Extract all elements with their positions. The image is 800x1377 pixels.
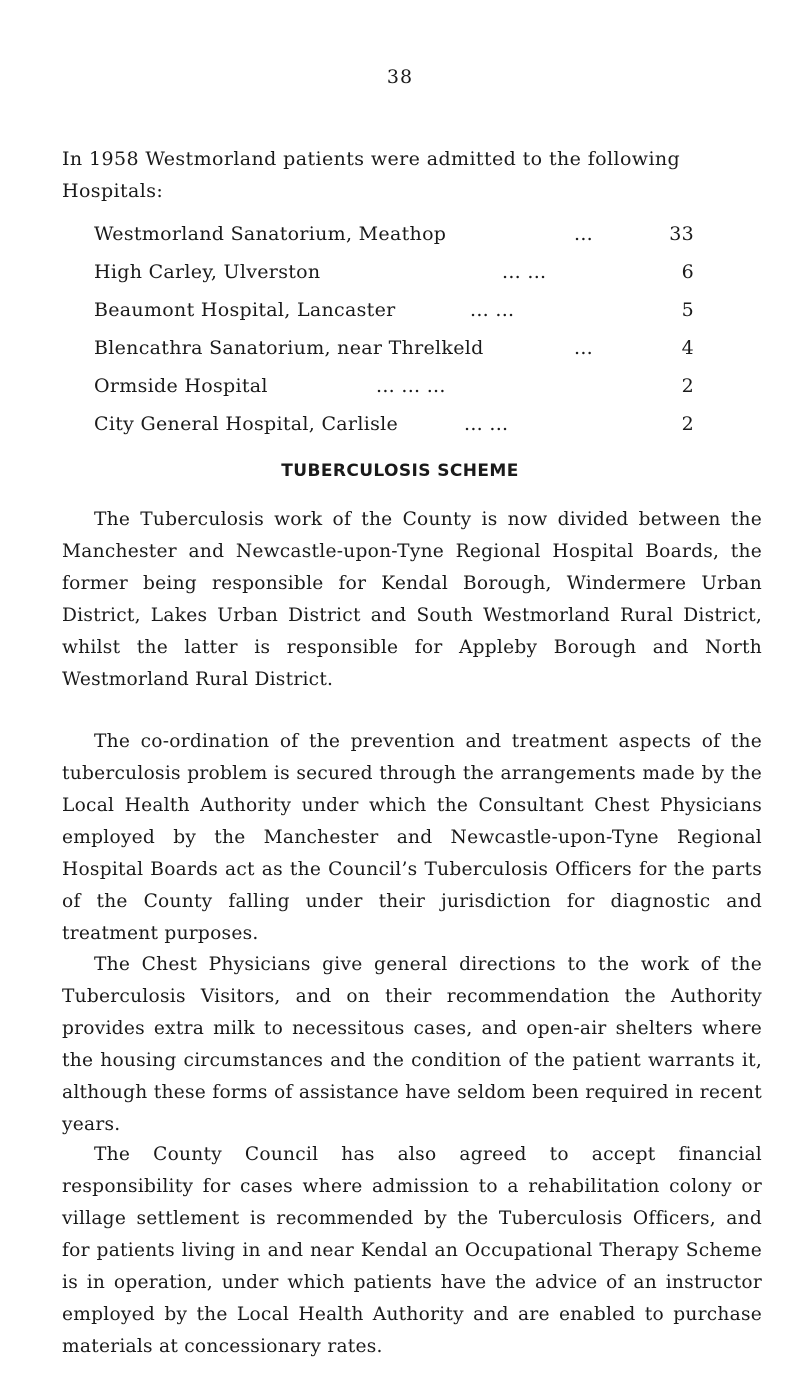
admission-count: 33 xyxy=(669,223,694,245)
leader-dots: ... ... xyxy=(502,261,547,283)
hospital-name: Blencathra Sanatorium, near Threlkeld xyxy=(94,337,484,359)
leader-dots: ... xyxy=(574,223,594,245)
hospital-row xyxy=(94,337,694,375)
hospital-row xyxy=(94,413,694,451)
leader-dots: ... xyxy=(574,337,594,359)
intro-text: In 1958 Westmorland patients were admitted to the following Hospitals: xyxy=(62,148,681,202)
leader-dots: ... ... ... xyxy=(376,375,446,397)
admission-count: 4 xyxy=(681,337,694,359)
admission-count: 6 xyxy=(681,261,694,283)
page-number: 38 xyxy=(386,66,414,88)
paragraph: The Chest Physicians give general directions to the work of the Tuberculosis Visitors, and on their recommendation the Authority provides extra milk to necessitous cases, and open-air shelters where the housing circumstances and the condition of the patient warrants it, although these forms of assistance have seldom been required in recent years. xyxy=(62,954,762,1135)
admission-count: 2 xyxy=(681,413,694,435)
leader-dots: ... ... xyxy=(464,413,509,435)
hospital-row xyxy=(94,375,694,413)
paragraph: The co-ordination of the prevention and treatment aspects of the tuberculosis problem is secured through the arrangements made by the Local Health Authority under which the Consultant Chest Physicians employed by the Manchester and Newcastle-upon-Tyne Regional Hospital Boards act as the Council’s Tuberculosis Officers for the parts of the County falling under their jurisdiction for diagnostic and treatment purposes. xyxy=(62,731,762,944)
admission-count: 5 xyxy=(681,299,694,321)
paragraph: The County Council has also agreed to accept financial responsibility for cases where admission to a rehabilitation colony or village settlement is recommended by the Tuberculosis Officers, and for patients living in and near Kendal an Occupational Therapy Scheme is in operation, under which patients have the advice of an instructor employed by the Local Health Authority and are enabled to purchase materials at concessionary rates. xyxy=(62,1144,762,1357)
hospital-row xyxy=(94,223,694,261)
section-heading: TUBERCULOSIS SCHEME xyxy=(281,461,519,481)
hospital-name: High Carley, Ulverston xyxy=(94,261,321,283)
hospital-name: Westmorland Sanatorium, Meathop xyxy=(94,223,447,245)
hospital-name: Beaumont Hospital, Lancaster xyxy=(94,299,396,321)
hospital-list xyxy=(94,223,694,451)
leader-dots: ... ... xyxy=(470,299,515,321)
hospital-row xyxy=(94,261,694,299)
hospital-name: City General Hospital, Carlisle xyxy=(94,413,399,435)
hospital-row xyxy=(94,299,694,337)
paragraph: The Tuberculosis work of the County is now divided between the Manchester and Newcastle-upon-Tyne Regional Hospital Boards, the former being responsible for Kendal Borough, Windermere Urban District, Lakes Urban District and South Westmorland Rural District, whilst the latter is responsible for Appleby Borough and North Westmorland Rural District. xyxy=(62,509,762,690)
hospital-name: Ormside Hospital xyxy=(94,375,268,397)
admission-count: 2 xyxy=(681,375,694,397)
